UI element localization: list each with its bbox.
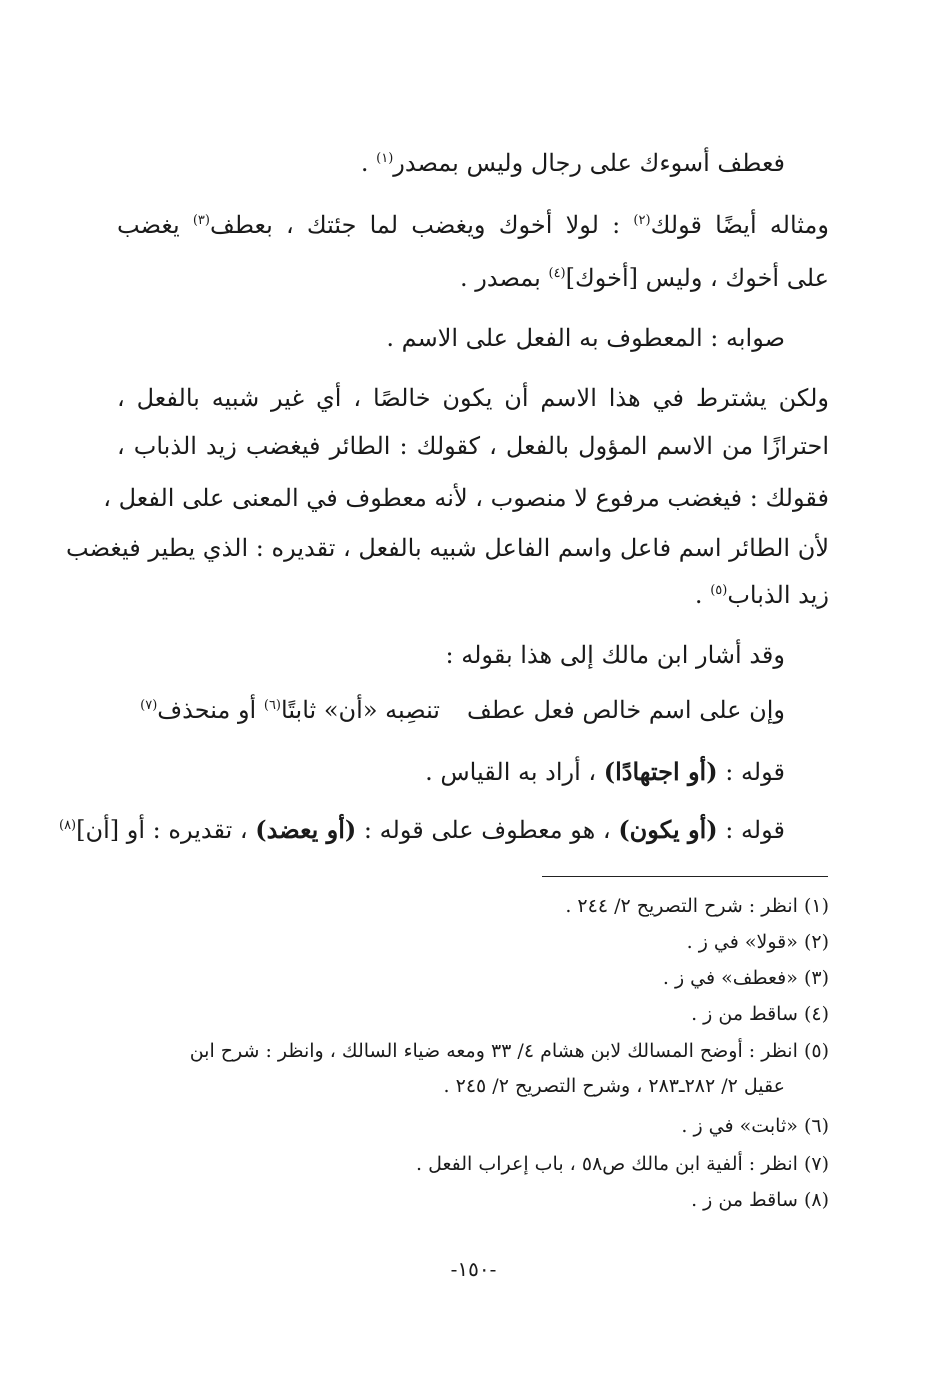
footnote-number: (٥) bbox=[803, 1040, 829, 1062]
body-line-10: وقد أشار ابن مالك إلى هذا بقوله : bbox=[445, 641, 785, 669]
body-line-9 bbox=[695, 580, 829, 610]
footnote-number: (٨) bbox=[803, 1189, 829, 1211]
body-line-2 bbox=[117, 210, 829, 240]
footnote-ref[interactable]: (٤) bbox=[548, 266, 566, 281]
footnote-text: «قولا» في ز . bbox=[686, 931, 798, 953]
footnote-text: ساقط من ز . bbox=[691, 1189, 798, 1211]
text-run: تنصِبه «أن» ثابتًا bbox=[281, 696, 440, 724]
footnote-ref[interactable]: (٨) bbox=[58, 818, 77, 833]
footnote-number: (٢) bbox=[803, 931, 829, 953]
footnote-text: «فعطف» في ز . bbox=[662, 967, 798, 989]
footnote-6 bbox=[681, 1113, 829, 1139]
footnote-4 bbox=[691, 1001, 829, 1027]
body-line-13 bbox=[59, 815, 785, 845]
text-run: قوله : bbox=[717, 816, 785, 844]
body-line-5: ولكن يشترط في هذا الاسم أن يكون خالصًا ، أي غير شبيه بالفعل ، bbox=[117, 384, 829, 412]
footnote-text: انظر : شرح التصريح ٢/ ٢٤٤ . bbox=[565, 895, 798, 917]
text-run: ومثاله أيضًا قولك bbox=[650, 211, 829, 239]
body-line-8: لأن الطائر اسم فاعل واسم الفاعل شبيه بالفعل ، تقديره : الذي يطير فيغضب bbox=[66, 534, 829, 562]
body-line-4: صوابه : المعطوف به الفعل على الاسم . bbox=[386, 324, 785, 352]
body-line-6: احترازًا من الاسم المؤول بالفعل ، كقولك : الطائر فيغضب زيد الذباب ، bbox=[117, 432, 829, 460]
body-line-7: فقولك : فيغضب مرفوع لا منصوب ، لأنه معطوف في المعنى على الفعل ، bbox=[103, 484, 829, 512]
body-line-12 bbox=[425, 757, 785, 787]
page-number: -١٥٠- bbox=[450, 1257, 497, 1281]
text-run: زيد الذباب bbox=[727, 581, 829, 609]
text-run: يغضب bbox=[117, 211, 193, 239]
verse-first-hemistich: وإن على اسم خالص فعل عطف bbox=[467, 696, 785, 724]
footnote-number: (٤) bbox=[803, 1003, 829, 1025]
text-run: ، أراد به القياس . bbox=[425, 758, 604, 786]
text-run: قوله : bbox=[717, 758, 785, 786]
footnote-ref[interactable]: (٧) bbox=[140, 698, 158, 713]
footnote-5 bbox=[190, 1038, 829, 1064]
footnote-1 bbox=[565, 893, 829, 919]
footnote-number: (١) bbox=[803, 895, 829, 917]
text-run: بمصدر . bbox=[460, 264, 549, 292]
footnote-number: (٧) bbox=[803, 1153, 829, 1175]
footnote-ref[interactable]: (٣) bbox=[192, 213, 210, 228]
footnote-2 bbox=[687, 929, 829, 955]
text-run: . bbox=[694, 581, 711, 609]
footnote-8 bbox=[691, 1187, 829, 1213]
text-run: : لولا أخوك ويغضب لما جئتك ، بعطف bbox=[209, 211, 634, 239]
verse-second-hemistich bbox=[140, 695, 440, 725]
body-line-3 bbox=[460, 263, 829, 293]
footnote-ref[interactable]: (٢) bbox=[633, 213, 651, 228]
quoted-term: (أو يعضد) bbox=[255, 815, 357, 844]
quoted-term: (أو اجتهادًا) bbox=[603, 757, 718, 786]
text-run: ، هو معطوف على قوله : bbox=[356, 816, 619, 844]
body-line-1 bbox=[361, 148, 785, 178]
footnote-text: «ثابت» في ز . bbox=[681, 1115, 798, 1137]
text-run: . bbox=[360, 149, 377, 177]
footnote-3 bbox=[663, 965, 829, 991]
footnote-number: (٣) bbox=[803, 967, 829, 989]
quoted-term: (أو يكون) bbox=[618, 815, 718, 844]
text-run: فعطف أسوءك على رجال وليس بمصدر bbox=[393, 149, 785, 177]
footnote-text: انظر : أوضح المسالك لابن هشام ٤/ ٣٣ ومعه ضياء السالك ، وانظر : شرح ابن bbox=[189, 1040, 798, 1062]
footnote-ref[interactable]: (١) bbox=[376, 151, 394, 166]
footnote-5-continuation: عقيل ٢/ ٢٨٢ـ٢٨٣ ، وشرح التصريح ٢/ ٢٤٥ . bbox=[443, 1075, 785, 1097]
poetry-verse bbox=[125, 695, 785, 725]
footnote-separator bbox=[542, 876, 828, 877]
footnote-ref[interactable]: (٦) bbox=[263, 698, 281, 713]
text-run: أو منحذف bbox=[157, 696, 264, 724]
text-run: ، تقديره : أو [أن] bbox=[76, 816, 256, 844]
footnote-ref[interactable]: (٥) bbox=[710, 583, 728, 598]
footnote-text: انظر : ألفية ابن مالك ص٥٨ ، باب إعراب الفعل . bbox=[416, 1153, 798, 1175]
footnote-text: ساقط من ز . bbox=[691, 1003, 798, 1025]
footnote-number: (٦) bbox=[803, 1115, 829, 1137]
footnote-7 bbox=[416, 1151, 829, 1177]
text-run: على أخوك ، وليس [أخوك] bbox=[565, 264, 829, 292]
